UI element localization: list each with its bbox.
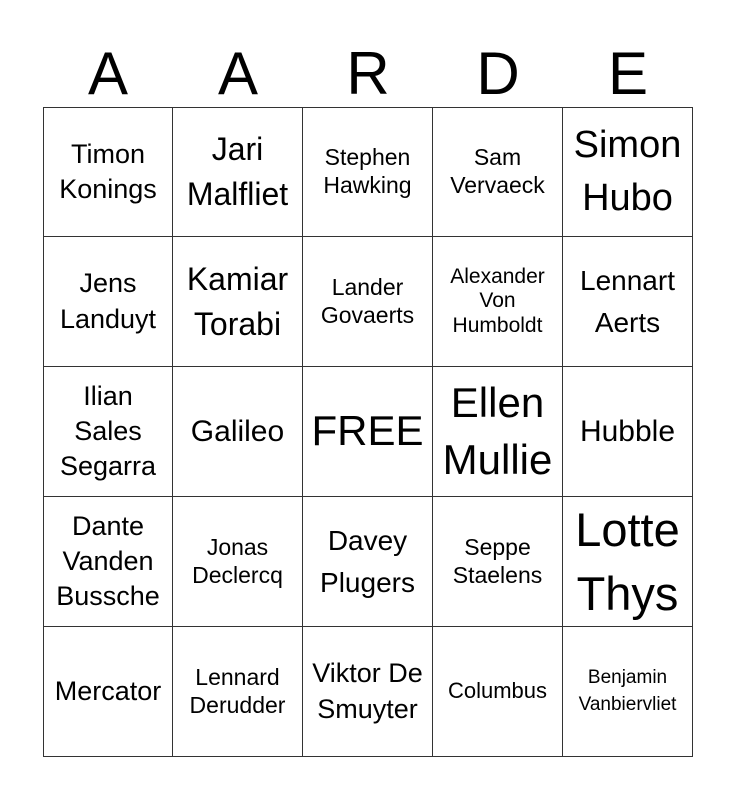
bingo-cell[interactable] (43, 107, 173, 237)
free-space-label: FREE (311, 407, 424, 455)
cell-label: Simon Hubo (573, 123, 682, 219)
cell-label: Timon Konings (59, 138, 157, 204)
bingo-cell[interactable] (43, 237, 173, 367)
bingo-board (43, 107, 693, 757)
cell-label: Seppe Staelens (452, 533, 543, 588)
cell-label: Ilian Sales Segarra (59, 380, 157, 482)
bingo-cell[interactable] (563, 107, 693, 237)
cell-label: Mercator (54, 675, 162, 706)
bingo-cell[interactable] (303, 497, 433, 627)
cell-label: Lander Govaerts (320, 273, 415, 328)
cell-label: Alexander Von Humboldt (450, 265, 545, 337)
cell-label: Galileo (190, 414, 285, 448)
bingo-header (43, 40, 693, 108)
header-letter-1: A (87, 40, 129, 107)
cell-label: Viktor De Smuyter (312, 658, 423, 724)
bingo-cell[interactable] (173, 237, 303, 367)
bingo-cell[interactable] (563, 627, 693, 757)
cell-label: Dante Vanden Bussche (56, 510, 160, 612)
cell-label: Kamiar Torabi (186, 260, 289, 342)
bingo-cell[interactable] (303, 237, 433, 367)
header-letter-5: E (607, 40, 649, 107)
bingo-cell[interactable] (433, 497, 563, 627)
bingo-cell[interactable] (563, 237, 693, 367)
cell-label: Lotte Thys (575, 503, 680, 620)
cell-label: Jonas Declercq (192, 533, 283, 588)
cell-label: Hubble (579, 414, 676, 448)
bingo-cell[interactable] (563, 497, 693, 627)
bingo-cell[interactable] (433, 627, 563, 757)
cell-label: Benjamin Vanbiervliet (578, 666, 677, 715)
bingo-cell[interactable] (43, 497, 173, 627)
cell-label: Sam Vervaeck (450, 144, 545, 198)
header-letter-3: R (346, 40, 390, 107)
bingo-cell[interactable] (563, 367, 693, 497)
cell-label: Jari Malfliet (186, 131, 289, 212)
bingo-cell[interactable] (303, 627, 433, 757)
bingo-cell[interactable] (433, 237, 563, 367)
header-letter-2: A (217, 40, 259, 107)
cell-label: Lennard Derudder (189, 663, 286, 718)
bingo-cell[interactable] (433, 367, 563, 497)
cell-label: Davey Plugers (320, 524, 415, 598)
cell-label: Jens Landuyt (59, 268, 157, 334)
bingo-cell[interactable] (173, 367, 303, 497)
bingo-cell[interactable] (43, 627, 173, 757)
bingo-cell[interactable] (173, 107, 303, 237)
bingo-cell[interactable] (303, 107, 433, 237)
bingo-cell[interactable] (433, 107, 563, 237)
cell-label: Columbus (447, 678, 548, 704)
bingo-cell[interactable] (173, 497, 303, 627)
header-letter-4: D (476, 40, 520, 107)
bingo-cell free-space[interactable] (303, 367, 433, 497)
cell-label: Lennart Aerts (580, 264, 675, 338)
bingo-cell[interactable] (173, 627, 303, 757)
bingo-cell[interactable] (43, 367, 173, 497)
cell-label: Ellen Mullie (442, 378, 553, 483)
cell-label: Stephen Hawking (323, 144, 412, 198)
